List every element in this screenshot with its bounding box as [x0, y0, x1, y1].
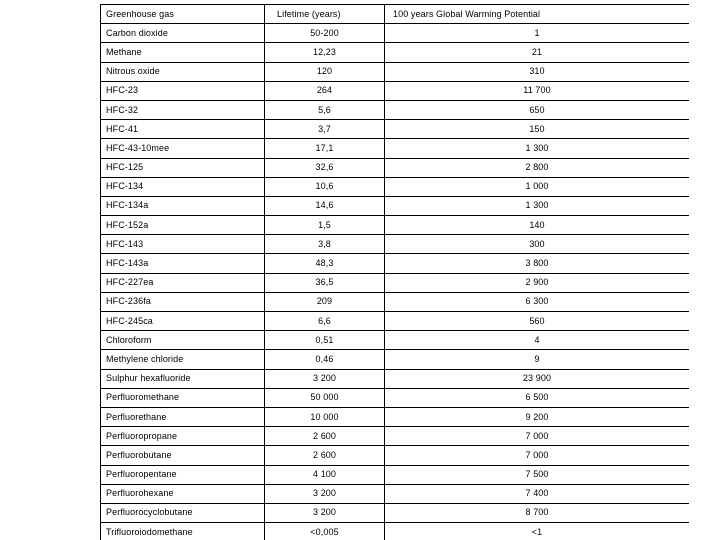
lifetime-cell: 2 600: [265, 446, 385, 465]
gas-cell: HFC-125: [101, 158, 265, 177]
lifetime-cell: 209: [265, 292, 385, 311]
gwp-cell: 1 300: [385, 139, 690, 158]
lifetime-cell: 3,7: [265, 120, 385, 139]
lifetime-cell: 120: [265, 62, 385, 81]
table-row: [101, 388, 690, 407]
table-row: [101, 427, 690, 446]
gas-cell: HFC-227ea: [101, 273, 265, 292]
lifetime-cell: 3 200: [265, 503, 385, 522]
table-row: [101, 407, 690, 426]
table-row: [101, 139, 690, 158]
lifetime-cell: 50-200: [265, 24, 385, 43]
header-greenhouse-gas: Greenhouse gas: [101, 5, 265, 24]
lifetime-cell: 10 000: [265, 407, 385, 426]
gas-cell: HFC-245ca: [101, 312, 265, 331]
lifetime-cell: 3,8: [265, 235, 385, 254]
gas-cell: HFC-134: [101, 177, 265, 196]
table-header-row: [101, 5, 690, 24]
gwp-cell: 560: [385, 312, 690, 331]
table-row: [101, 446, 690, 465]
gas-cell: Methylene chloride: [101, 350, 265, 369]
gwp-cell: 7 500: [385, 465, 690, 484]
table-row: [101, 292, 690, 311]
gwp-cell: <1: [385, 523, 690, 540]
lifetime-cell: 48,3: [265, 254, 385, 273]
lifetime-cell: 4 100: [265, 465, 385, 484]
lifetime-cell: 50 000: [265, 388, 385, 407]
table-row: [101, 216, 690, 235]
gwp-cell: 300: [385, 235, 690, 254]
lifetime-cell: 6,6: [265, 312, 385, 331]
lifetime-cell: <0,005: [265, 523, 385, 540]
lifetime-cell: 3 200: [265, 369, 385, 388]
gwp-cell: 6 300: [385, 292, 690, 311]
gas-cell: HFC-43-10mee: [101, 139, 265, 158]
gwp-cell: 23 900: [385, 369, 690, 388]
gas-cell: HFC-41: [101, 120, 265, 139]
gwp-cell: 7 000: [385, 427, 690, 446]
gas-cell: Carbon dioxide: [101, 24, 265, 43]
lifetime-cell: 1,5: [265, 216, 385, 235]
table-row: [101, 273, 690, 292]
lifetime-cell: 17,1: [265, 139, 385, 158]
table-row: [101, 120, 690, 139]
gas-cell: HFC-23: [101, 81, 265, 100]
header-gwp: 100 years Global Warming Potential: [385, 5, 690, 24]
table-row: [101, 331, 690, 350]
gas-cell: Perfluorohexane: [101, 484, 265, 503]
table-row: [101, 254, 690, 273]
gas-cell: Nitrous oxide: [101, 62, 265, 81]
gas-cell: Chloroform: [101, 331, 265, 350]
gas-cell: Perfluorobutane: [101, 446, 265, 465]
greenhouse-gas-table: [100, 4, 689, 540]
gwp-cell: 4: [385, 331, 690, 350]
table-row: [101, 235, 690, 254]
gas-cell: Perfluoropropane: [101, 427, 265, 446]
gwp-cell: 9: [385, 350, 690, 369]
table-row: [101, 350, 690, 369]
table-row: [101, 312, 690, 331]
gas-cell: Perfluorocyclobutane: [101, 503, 265, 522]
lifetime-cell: 264: [265, 81, 385, 100]
gwp-cell: 6 500: [385, 388, 690, 407]
table-row: [101, 196, 690, 215]
gas-cell: Sulphur hexafluoride: [101, 369, 265, 388]
lifetime-cell: 3 200: [265, 484, 385, 503]
gas-cell: Trifluoroiodomethane: [101, 523, 265, 540]
gwp-cell: 150: [385, 120, 690, 139]
table-row: [101, 177, 690, 196]
gwp-cell: 2 900: [385, 273, 690, 292]
gwp-cell: 1 300: [385, 196, 690, 215]
table-row: [101, 100, 690, 119]
gwp-cell: 650: [385, 100, 690, 119]
table-row: [101, 62, 690, 81]
gas-cell: HFC-134a: [101, 196, 265, 215]
lifetime-cell: 12,23: [265, 43, 385, 62]
table-row: [101, 523, 690, 540]
gwp-cell: 2 800: [385, 158, 690, 177]
table-row: [101, 158, 690, 177]
lifetime-cell: 14,6: [265, 196, 385, 215]
table-row: [101, 81, 690, 100]
gwp-cell: 11 700: [385, 81, 690, 100]
gwp-cell: 9 200: [385, 407, 690, 426]
table-row: [101, 24, 690, 43]
lifetime-cell: 36,5: [265, 273, 385, 292]
gwp-cell: 7 000: [385, 446, 690, 465]
gas-cell: Perfluoropentane: [101, 465, 265, 484]
table-row: [101, 484, 690, 503]
gwp-cell: 7 400: [385, 484, 690, 503]
table-row: [101, 43, 690, 62]
gwp-cell: 1: [385, 24, 690, 43]
gwp-cell: 1 000: [385, 177, 690, 196]
gwp-cell: 21: [385, 43, 690, 62]
lifetime-cell: 5,6: [265, 100, 385, 119]
table-row: [101, 503, 690, 522]
lifetime-cell: 0,46: [265, 350, 385, 369]
table-row: [101, 369, 690, 388]
gas-cell: Perfluoromethane: [101, 388, 265, 407]
gas-cell: HFC-236fa: [101, 292, 265, 311]
lifetime-cell: 32,6: [265, 158, 385, 177]
gas-cell: HFC-152a: [101, 216, 265, 235]
table-body: [101, 24, 690, 540]
lifetime-cell: 10,6: [265, 177, 385, 196]
gwp-cell: 3 800: [385, 254, 690, 273]
gas-cell: Perfluorethane: [101, 407, 265, 426]
lifetime-cell: 2 600: [265, 427, 385, 446]
table-container: [100, 4, 689, 540]
header-lifetime: Lifetime (years): [265, 5, 385, 24]
table-row: [101, 465, 690, 484]
lifetime-cell: 0,51: [265, 331, 385, 350]
gwp-cell: 310: [385, 62, 690, 81]
gwp-cell: 8 700: [385, 503, 690, 522]
gwp-cell: 140: [385, 216, 690, 235]
gas-cell: HFC-143a: [101, 254, 265, 273]
gas-cell: HFC-143: [101, 235, 265, 254]
gas-cell: Methane: [101, 43, 265, 62]
gas-cell: HFC-32: [101, 100, 265, 119]
